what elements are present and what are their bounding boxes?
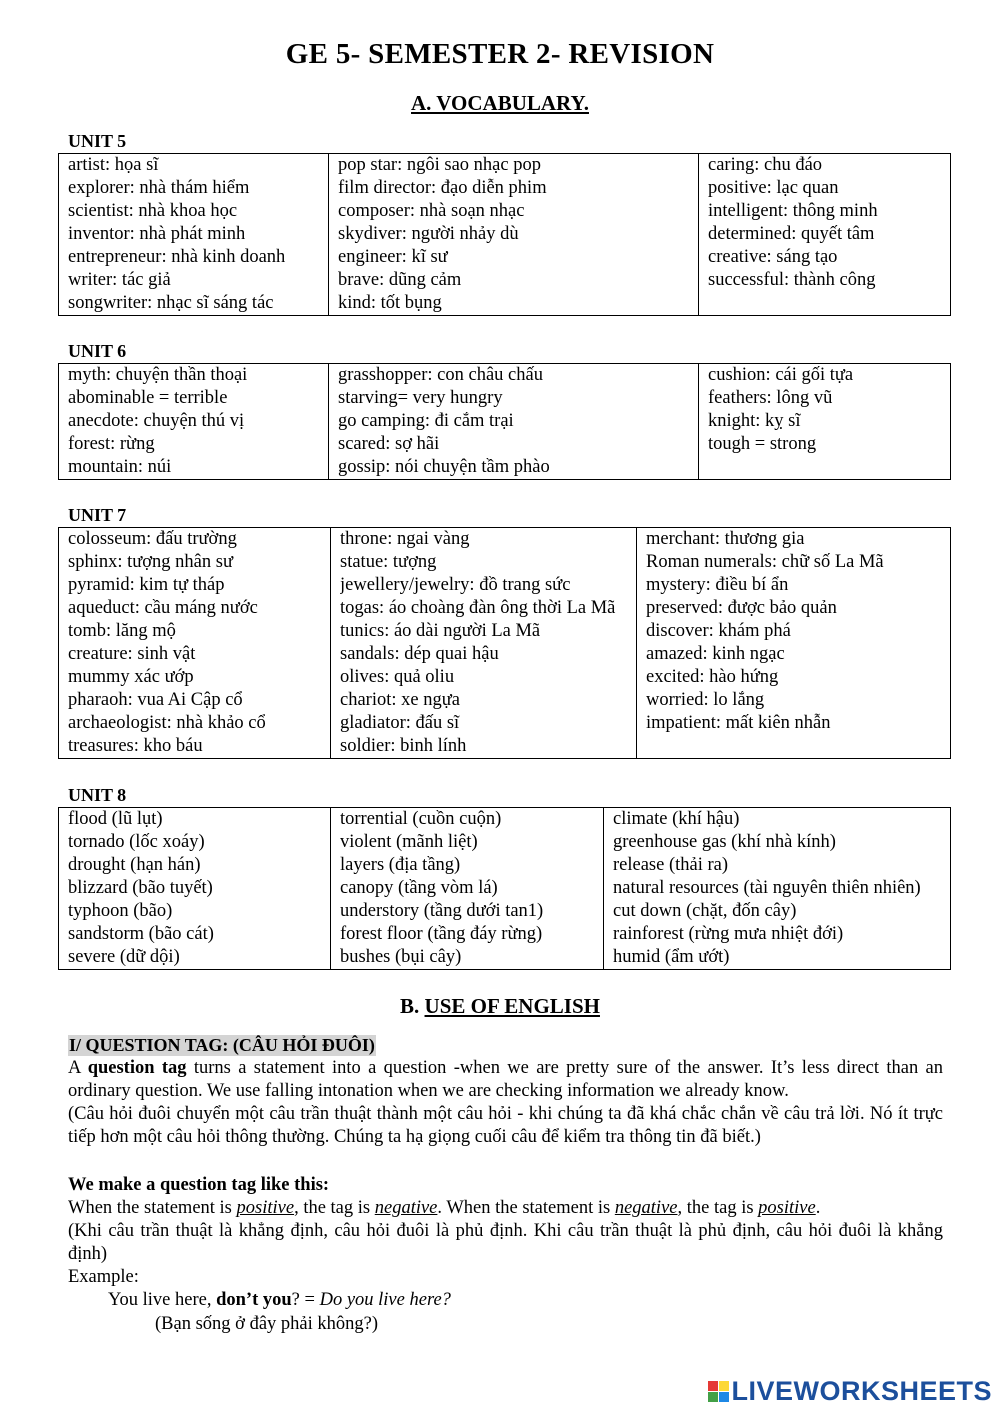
vocab-entry: treasures: kho báu bbox=[68, 736, 203, 756]
vocab-entry: kind: tốt bụng bbox=[338, 293, 442, 313]
vocab-entry: inventor: nhà phát minh bbox=[68, 224, 246, 244]
vocab-entry: grasshopper: con châu chấu bbox=[338, 365, 543, 385]
vocab-entry: discover: khám phá bbox=[646, 621, 791, 641]
rule-english: When the statement is positive, the tag is negative. When the statement is negative, the tag is positive. bbox=[68, 1198, 821, 1218]
vocab-entry: positive: lạc quan bbox=[708, 178, 839, 198]
vocab-entry: creative: sáng tạo bbox=[708, 247, 838, 267]
vocab-entry: scientist: nhà khoa học bbox=[68, 201, 238, 221]
vocab-entry: layers (địa tầng) bbox=[340, 855, 461, 875]
vocab-entry: forest floor (tầng đáy rừng) bbox=[340, 924, 543, 944]
vocab-entry: torrential (cuồn cuộn) bbox=[340, 809, 502, 829]
vocab-table bbox=[58, 153, 951, 316]
section-b-heading bbox=[0, 994, 1000, 1019]
example-label: Example: bbox=[68, 1267, 139, 1287]
vocab-entry: forest: rừng bbox=[68, 434, 155, 454]
section-b-label: USE OF ENGLISH bbox=[424, 994, 600, 1018]
vocab-table bbox=[58, 363, 951, 480]
vocab-entry: jewellery/jewelry: đồ trang sức bbox=[340, 575, 571, 595]
vocab-entry: release (thải ra) bbox=[613, 855, 729, 875]
vocab-entry: songwriter: nhạc sĩ sáng tác bbox=[68, 293, 274, 313]
vocab-entry: scared: sợ hãi bbox=[338, 434, 440, 454]
vocab-entry: sandstorm (bão cát) bbox=[68, 924, 214, 944]
vocab-entry: Roman numerals: chữ số La Mã bbox=[646, 552, 884, 572]
vocab-entry: excited: hào hứng bbox=[646, 667, 779, 687]
vocab-entry: composer: nhà soạn nhạc bbox=[338, 201, 525, 221]
vocab-entry: pharaoh: vua Ai Cập cổ bbox=[68, 690, 243, 710]
example-sentence: You live here, don’t you? = Do you live here? bbox=[108, 1290, 451, 1310]
vocab-entry: entrepreneur: nhà kinh doanh bbox=[68, 247, 286, 267]
vocab-column bbox=[59, 528, 331, 759]
make-heading: We make a question tag like this: bbox=[68, 1175, 330, 1195]
vocab-column bbox=[329, 364, 699, 480]
vocab-entry: starving= very hungry bbox=[338, 388, 503, 408]
vocab-entry: engineer: kĩ sư bbox=[338, 247, 448, 267]
rule-vietnamese: (Khi câu trần thuật là khẳng định, câu hỏi đuôi là phủ định. Khi câu trần thuật là phủ định, câu hỏi đuôi là khẳng định) bbox=[68, 1221, 943, 1264]
vocab-entry: statue: tượng bbox=[340, 552, 437, 572]
vocab-entry: mountain: núi bbox=[68, 457, 172, 477]
vocab-entry: colosseum: đấu trường bbox=[68, 529, 237, 549]
vocab-entry: tomb: lăng mộ bbox=[68, 621, 176, 641]
vocab-entry: rainforest (rừng mưa nhiệt đới) bbox=[613, 924, 844, 944]
vocab-entry: preserved: được bảo quản bbox=[646, 598, 837, 618]
vocab-entry: feathers: lông vũ bbox=[708, 388, 833, 408]
unit-title: UNIT 7 bbox=[68, 505, 127, 525]
intro-bold-term: question tag bbox=[87, 1058, 187, 1078]
vocab-entry: tunics: áo dài người La Mã bbox=[340, 621, 541, 641]
vocab-entry: throne: ngai vàng bbox=[340, 529, 470, 549]
vocab-entry: typhoon (bão) bbox=[68, 901, 173, 921]
vocab-entry: archaeologist: nhà khảo cổ bbox=[68, 713, 266, 733]
vocab-entry: pyramid: kim tự tháp bbox=[68, 575, 225, 595]
vocab-entry: natural resources (tài nguyên thiên nhiên) bbox=[613, 878, 921, 898]
vocab-entry: go camping: đi cắm trại bbox=[338, 411, 514, 431]
section-a-heading: A. VOCABULARY. bbox=[411, 91, 589, 115]
example-translation: (Bạn sống ở đây phải không?) bbox=[155, 1314, 379, 1334]
vocab-entry: worried: lo lắng bbox=[646, 690, 765, 710]
vocab-entry: sandals: dép quai hậu bbox=[340, 644, 499, 664]
liveworksheets-logo bbox=[708, 1376, 992, 1406]
vocab-entry: intelligent: thông minh bbox=[708, 201, 878, 221]
intro-english: A question tag turns a statement into a question -when we are pretty sure of the answer. It’s less direct than an ordinary question. We use falling intonation when we are checking information we already know. bbox=[68, 1058, 944, 1101]
unit-title: UNIT 6 bbox=[68, 341, 127, 361]
vocab-entry: severe (dữ dội) bbox=[68, 947, 180, 967]
vocab-entry: drought (hạn hán) bbox=[68, 855, 201, 875]
vocab-column bbox=[604, 808, 951, 970]
vocab-column bbox=[637, 528, 951, 759]
vocab-table bbox=[58, 807, 951, 970]
vocab-entry: explorer: nhà thám hiểm bbox=[68, 178, 250, 198]
vocab-entry: togas: áo choàng đàn ông thời La Mã bbox=[340, 598, 616, 618]
logo-mark-icon bbox=[708, 1381, 729, 1402]
vocab-entry: cut down (chặt, đốn cây) bbox=[613, 901, 797, 921]
section-b-prefix: B. bbox=[400, 994, 420, 1018]
unit-title: UNIT 8 bbox=[68, 785, 127, 805]
vocab-entry: violent (mãnh liệt) bbox=[340, 832, 478, 852]
vocab-entry: film director: đạo diễn phim bbox=[338, 178, 547, 198]
vocab-entry: blizzard (bão tuyết) bbox=[68, 878, 213, 898]
vocab-entry: canopy (tầng vòm lá) bbox=[340, 878, 498, 898]
vocab-column bbox=[699, 364, 951, 480]
vocab-column bbox=[699, 154, 951, 316]
vocab-entry: creature: sinh vật bbox=[68, 644, 196, 664]
vocab-entry: humid (ẩm ướt) bbox=[613, 947, 730, 967]
vocab-entry: amazed: kinh ngạc bbox=[646, 644, 785, 664]
vocab-entry: tough = strong bbox=[708, 434, 817, 454]
vocab-entry: impatient: mất kiên nhẫn bbox=[646, 713, 831, 733]
vocab-column bbox=[329, 154, 699, 316]
vocab-entry: abominable = terrible bbox=[68, 388, 228, 408]
vocab-column bbox=[59, 808, 331, 970]
vocab-entry: flood (lũ lụt) bbox=[68, 809, 163, 829]
vocab-entry: aqueduct: cầu máng nước bbox=[68, 598, 258, 618]
page-title: GE 5- SEMESTER 2- REVISION bbox=[285, 38, 715, 70]
vocab-entry: artist: họa sĩ bbox=[68, 155, 159, 175]
vocab-entry: gladiator: đấu sĩ bbox=[340, 713, 460, 733]
vocab-entry: cushion: cái gối tựa bbox=[708, 365, 854, 385]
vocab-entry: gossip: nói chuyện tầm phào bbox=[338, 457, 550, 477]
unit-title: UNIT 5 bbox=[68, 131, 127, 151]
vocab-column bbox=[331, 808, 604, 970]
vocab-entry: successful: thành công bbox=[708, 270, 876, 290]
vocab-entry: brave: dũng cảm bbox=[338, 270, 462, 290]
vocab-entry: determined: quyết tâm bbox=[708, 224, 875, 244]
vocab-entry: bushes (bụi cây) bbox=[340, 947, 462, 967]
vocab-entry: soldier: binh lính bbox=[340, 736, 467, 756]
vocab-entry: anecdote: chuyện thú vị bbox=[68, 411, 245, 431]
vocab-entry: caring: chu đáo bbox=[708, 155, 823, 175]
vocab-entry: myth: chuyện thần thoại bbox=[68, 365, 248, 385]
intro-vietnamese: (Câu hỏi đuôi chuyển một câu trần thuật thành một câu hỏi - khi chúng ta đã khá chắc chắn về câu trả lời. Nó ít trực tiếp hơn một câu hỏi thông thường. Chúng ta hạ giọng cuối câu để kiểm tra thông tin đã biết.) bbox=[68, 1104, 943, 1147]
vocab-entry: understory (tầng dưới tan1) bbox=[340, 901, 544, 921]
vocab-entry: sphinx: tượng nhân sư bbox=[68, 552, 233, 572]
vocab-entry: writer: tác giả bbox=[68, 270, 171, 290]
vocab-entry: chariot: xe ngựa bbox=[340, 690, 460, 710]
logo-text: LIVEWORKSHEETS bbox=[731, 1375, 992, 1406]
vocab-entry: climate (khí hậu) bbox=[613, 809, 740, 829]
vocab-table bbox=[58, 527, 951, 759]
vocab-column bbox=[59, 154, 329, 316]
vocab-column bbox=[331, 528, 637, 759]
vocab-entry: skydiver: người nhảy dù bbox=[338, 224, 519, 244]
vocab-entry: merchant: thương gia bbox=[646, 529, 805, 549]
vocab-entry: mystery: điều bí ẩn bbox=[646, 575, 789, 595]
question-tag-heading: I/ QUESTION TAG: (CÂU HỎI ĐUÔI) bbox=[69, 1035, 375, 1055]
vocab-entry: pop star: ngôi sao nhạc pop bbox=[338, 155, 541, 175]
question-tag-intro bbox=[68, 1057, 943, 1149]
vocab-column bbox=[59, 364, 329, 480]
question-tag-rule bbox=[68, 1174, 943, 1289]
vocab-entry: greenhouse gas (khí nhà kính) bbox=[613, 832, 836, 852]
vocab-entry: mummy xác ướp bbox=[68, 667, 194, 687]
vocab-entry: olives: quả oliu bbox=[340, 667, 455, 687]
vocab-entry: knight: kỵ sĩ bbox=[708, 411, 801, 431]
vocab-entry: tornado (lốc xoáy) bbox=[68, 832, 205, 852]
